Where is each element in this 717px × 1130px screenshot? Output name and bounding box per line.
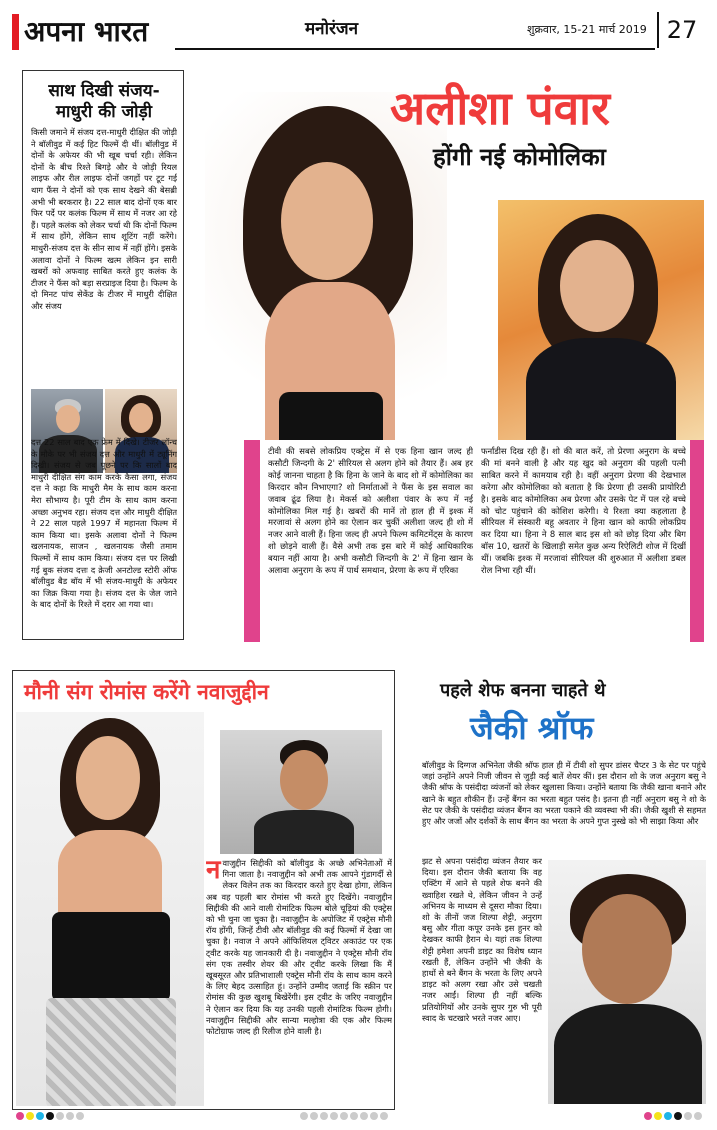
alisha-col-1: टीवी की सबसे लोकप्रिय एक्ट्रेस में से एक हिना खान जल्द ही कसौटी जिन्दगी के 2' सीरियल से अलग होने को तैयार हैं। अब हर कोई जानना चाहता है कि हिना के जाने के बाद शो में कोमोलिका का किरदार कौन निभाएगा? शो निर्माताओं ने फैंस के इस सवाल का जवाब ढूंढ लिया है। मेकर्स को अलीशा पंवार के रूप में नई कोमोलिका मिल गई है। खबरों की मानें तो हाल ही में इश्क में मरजावां से अलग होने का ऐलान कर चुकीं अलीशा जल्द ही शो में नजर आने वाली हैं। हिना जल्द ही अपने फिल्म कमिटमेंट्स के कारण शो छोड़ने वाली हैं। वैसे अभी तक इस बारे में कोई आधिकारिक बयान नहीं आया है। अभी कसौटी जिन्दगी के 2' में हिना खान के अलावा अनुराग के रूप में पार्थ समथान, प्रेरणा के रूप में एरिका (268, 446, 473, 576)
hina-khan-photo (498, 200, 704, 440)
alisha-col-2: फर्नांडीस दिख रही हैं। शो की बात करें, तो प्रेरणा अनुराग के बच्चे की मां बनने वाली है और यह खुद को अनुराग की पहली पत्नी साबित करने में कामयाब रही है। वहीं अनुराग प्रेरणा की देखभाल करेगा और कोमोलिका को बताता है कि प्रेरणा ही उसकी प्रायोरिटी है। इसके बाद कोमोलिका अब प्रेरणा और उसके पेट में पल रहे बच्चे को चोट पहुंचाने की कोशिश करेगी। ये रिश्ता क्या कहलाता है सीरियल में संस्कारी बहू अवतार ने हिना खान को काफी लोकप्रिय कर दिया था। हिना ने 8 साल बाद इस शो को छोड़ दिया और बिग बॉस 10, खतरों के खिलाड़ी समेत कुछ अन्य रिऐलिटी शोज में दिखीं थीं। जबकि इश्क में मरजावां सीरियल की शुरुआत में अलीशा डबल रोल निभा रही थीं। (481, 446, 686, 576)
alisha-headline: अलीशा पंवार (390, 81, 610, 135)
registration-marks-right (644, 1112, 702, 1120)
jackie-shroff-photo (548, 860, 706, 1104)
sanjay-madhuri-story (22, 70, 184, 640)
mouni-body-text: वाजुद्दीन सिद्दीकी को बॉलीवुड के अच्छे अभिनेताओं में गिना जाता है। नवाजुद्दीन को अभी तक आपने गुंडागर्दी से लेकर विलेन तक का किरदार करते हुए देखा होगा, लेकिन अब वह पहली बार रोमांस भी करते हुए दिखेंगे। नवाजुद्दीन सिद्दीकी की आने वाली रोमांटिक फिल्म बोले चूड़ियां की एक्ट्रेस को भी चुना जा चुका है। नवाजुद्दीन के अपोजिट में एक्ट्रेस मौनी रॉय होंगी, जिन्हें टीवी और बॉलीवुड की कई फिल्मों में देखा जा चुका है। नवाज ने अपने ऑफिशियल ट्विटर अकाउंट पर एक ट्वीट करके यह जानकारी दी है। नवाजुद्दीन ने एक्ट्रेस मौनी रॉय संग एक तस्वीर शेयर की और ट्वीट करके लिखा कि मैं खूबसूरत और प्रतिभाशाली एक्ट्रेस मौनी रॉय के साथ काम करने के लिए बेहद उत्साहित हूं। उन्होंने उम्मीद जताई कि स्क्रीन पर रोमांस की कुछ खुशबू बिखेरेंगी। इस ट्वीट के जरिए नवाजुद्दीन ने ऐलान कर दिया कि यह उनकी पहली रोमांटिक फिल्म होगी। नवाजुद्दीन सिद्दीकी और सान्या मल्होत्रा की एक और फिल्म फोटोग्राफ जल्द ही रिलीज होने वाली है। (206, 858, 392, 1037)
jackie-body-2: झट से अपना पसंदीदा व्यंजन तैयार कर दिया। इस दौरान जैकी बताया कि वह एक्टिंग में आने से पहले शेफ बनने की ख्वाहिश रखते थे, लेकिन जीवन ने उन्हें अभिनय के माध्यम से दूसरा मौका दिया। शो के तीनों जज शिल्पा शेट्टी, अनुराग बसु और गीता कपूर उनके इस हुनर को देखकर काफी हैरान थे। यहां तक शिल्पा शेट्टी हमेशा अपनी डाइट का विशेष ध्यान रखती हैं, लेकिन उन्होंने भी जैकी के हाथों से बने बैंगन के भरता के लिए अपने डाइट को अलग रखा और उसे चखती नजर आईं। शिल्पा ही नहीं बल्कि प्रतियोगियों और उनके सुपर गुरु भी पूरी स्वाद के चटखारे भरते नजर आए। (422, 856, 542, 1023)
sanjay-body-1: किसी जमाने में संजय दत्त-माधुरी दीक्षित की जोड़ी ने बॉलीवुड में कई हिट फिल्में दी थीं। बॉलीवुड में दोनों के अफेयर की भी खूब चर्चा रही। लेकिन दोनों के बीच रिश्ते बिगड़े और ये जोड़ी रियल लाइफ और रील लाइफ दोनों जगहों पर टूट गई थाग फैंस ने दोनों को एक साथ देखने की बेसब्री अभी भी बरकरार है। 22 साल बाद दोनों एक बार फिर पर्दे पर कलंक फिल्म में साथ में नजर आ रहे हैं। पहले कलंक को लेकर चर्चा थी कि दोनों फिल्म में साथ होंगे, लेकिन साथ शूटिंग नहीं करेंगे। माधुरी-संजय दत्त के सीन साथ में नहीं होंगे। इसके अलावा दोनों ने फिल्म खत्म लेकिन इन सारी खबरों को अफवाह साबित करते हुए कलंक के टीजर ने फैंस को बड़ा सरप्राइज दिया है। फिल्म के दो मिनट पांच सेकेंड के टीजर में माधुरी दीक्षित और संजय (31, 127, 177, 311)
jackie-kicker: पहले शेफ बनना चाहते थे (440, 680, 606, 701)
sanjay-headline: साथ दिखी संजय-माधुरी की जोड़ी (48, 81, 160, 122)
page-number: 27 (657, 12, 705, 48)
masthead-bar (12, 14, 19, 50)
registration-marks-left (16, 1112, 84, 1120)
mouni-body (206, 858, 392, 1104)
nawazuddin-photo (220, 730, 382, 854)
jackie-body-1: बॉलीवुड के दिग्गज अभिनेता जैकी श्रॉफ हाल ही में टीवी शो सुपर डांसर चैप्टर 3 के सेट पर पहुंचे जहां उन्होंने अपने निजी जीवन से जुड़ी कई बातें शेयर कीं। इस दौरान शो के जज अनुराग बसु ने जैकी श्रॉफ के पसंदीदा व्यंजनों को लेकर खुलासा किया। उन्होंने बताया कि जैकी खाना बनाने और खाने के बहुत शौकीन हैं। उन्हें बैंगन का भरता बहुत पसंद है। इतना ही नहीं अनुराग बसु ने शो के सेट पर जैकी के पसंदीदा व्यंजन बैंगन का भरता पकाने की व्यवस्था भी की। जैकी खुशी से सहमत हुए और जजों और दर्शकों के साथ बैंगन का भरता के अपने गुप्त नुस्खे को भी साझा किया और (422, 760, 706, 827)
jackie-headline: जैकी श्रॉफ (470, 709, 594, 747)
issue-date: शुक्रवार, 15-21 मार्च 2019 (527, 23, 647, 36)
header-rule (175, 48, 655, 50)
masthead: अपना भारत (24, 15, 149, 48)
section-title: मनोरंजन (305, 19, 359, 39)
alisha-subhead: होंगी नई कोमोलिका (433, 142, 606, 171)
registration-marks-center (300, 1112, 388, 1120)
sanjay-body-2: दत्त 22 साल बाद एक फ्रेम में दिखे। टीजर लॉन्च के मौके पर भी संजय दत्त और माधुरी में ट्यूनिंग दिखी। संजय से जब पूछने पर कि सालों बाद माधुरी दीक्षित संग काम करके कैसा लगा, संजय दत्त ने कहा कि माधुरी मैम के साथ काम करना मेरा सौभाग्य है। पूरी टीम के साथ काम करना अच्छा अनुभव रहा। संजय दत्त और माधुरी दीक्षित ने 22 साल पहले 1997 में महानता फिल्म में काम किया था। इसके अलावा दोनों ने फिल्म खलनायक, साजन , खलनायक जैसी तमाम फिल्मों में साथ काम किया। संजय दत्त पर लिखी गई बुक संजय दत्तः द क्रेजी अनटोल्ड स्टोरी ऑफ बॉलीवुड बैड बॉय में भी संजय-माधुरी के अफेयर का जिक्र किया गया है। संजय दत्त के जेल जाने के बाद दोनों के रिश्ते में दरार आ गया था। (31, 437, 177, 610)
mouni-roy-photo (16, 712, 204, 1106)
mouni-headline: मौनी संग रोमांस करेंगे नवाजुद्दीन (24, 679, 269, 704)
mouni-dropcap: न (206, 858, 221, 885)
alisha-pawar-photo (205, 92, 447, 440)
